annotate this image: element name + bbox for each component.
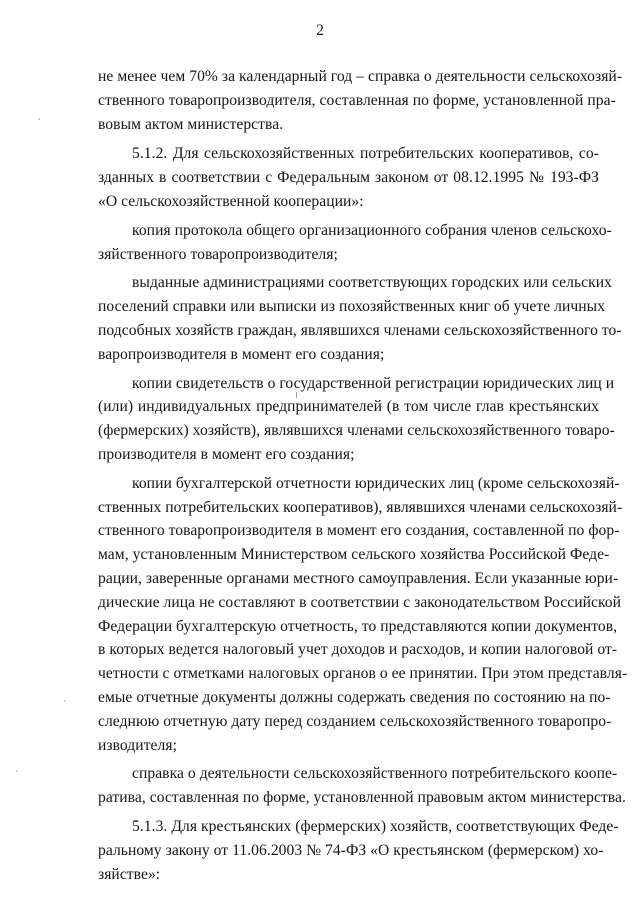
- paragraph-protocol-copy: [98, 219, 612, 267]
- text-line: производителя в момент его создания;: [98, 445, 355, 463]
- text-line: следнюю отчетную дату перед созданием сельскохозяйственного товаропро-: [98, 712, 612, 730]
- text-line: ратива, составленная по форме, установленной правовым актом министерства.: [98, 789, 626, 807]
- text-line: ственного товаропроизводителя, составленная по форме, установленной пра-: [98, 91, 616, 109]
- text-line: поселений справки или выписки из похозяйственных книг об учете личных: [98, 298, 606, 316]
- paragraph-household-certificates: [98, 271, 622, 366]
- document-body: [98, 65, 628, 886]
- paragraph-statement-70-percent: [98, 65, 623, 136]
- paragraph-registration-certificates: [98, 372, 615, 467]
- text-line: 5.1.3. Для крестьянских (фермерских) хозяйств, соответствующих Феде-: [132, 817, 619, 835]
- paragraph-5-1-3-heading: [98, 815, 619, 886]
- paragraph-5-1-2-heading: [98, 142, 599, 213]
- text-line: варопроизводителя в момент его создания;: [98, 345, 385, 363]
- text-line: не менее чем 70% за календарный год – справка о деятельности сельскохозяй-: [98, 68, 623, 85]
- text-line: 5.1.2. Для сельскохозяйственных потребительских кооперативов, со-: [132, 145, 599, 163]
- text-line: зяйстве»:: [98, 865, 161, 883]
- text-line: дические лица не составляют в соответствии с законодательством Российской: [98, 593, 622, 611]
- text-line: копия протокола общего организационного собрания членов сельскохо-: [132, 221, 612, 239]
- text-line: копии бухгалтерской отчетности юридических лиц (кроме сельскохозяй-: [132, 474, 620, 492]
- text-line: зяйственного товаропроизводителя;: [98, 245, 338, 263]
- page-number: 2: [316, 22, 324, 39]
- text-line: выданные администрациями соответствующих городских или сельских: [132, 274, 612, 292]
- scan-speck: [64, 700, 66, 702]
- text-line: рации, заверенные органами местного самоуправления. Если указанные юри-: [98, 569, 619, 587]
- text-line: подсобных хозяйств граждан, являвшихся членами сельскохозяйственного то-: [98, 321, 622, 339]
- text-line: ральному закону от 11.06.2003 № 74-ФЗ «О крестьянском (фермерском) хо-: [98, 841, 604, 859]
- paragraph-cooperative-statement: [98, 762, 626, 810]
- text-line: ственного товаропроизводителя в момент его создания, составленной по фор-: [98, 522, 620, 540]
- text-line: ственных потребительских кооперативов), являвшихся членами сельскохозяй-: [98, 498, 623, 516]
- scan-speck: [38, 118, 40, 120]
- text-line: справка о деятельности сельскохозяйственного потребительского коопе-: [132, 765, 618, 783]
- text-line: в которых ведется налоговый учет доходов и расходов, и копии налоговой от-: [98, 641, 618, 659]
- scan-speck: [16, 770, 18, 772]
- text-line: четности с отметками налоговых органов о ее принятии. При этом представля-: [98, 665, 628, 683]
- text-line: изводителя;: [98, 736, 177, 754]
- text-line: копии свидетельств о государственной регистрации юридических лиц и: [132, 374, 615, 392]
- text-line: (или) индивидуальных предпринимателей (в том числе глав крестьянских: [98, 398, 599, 416]
- scan-speck: [296, 392, 297, 398]
- text-line: Федерации бухгалтерскую отчетность, то представляются копии документов,: [98, 617, 618, 635]
- paragraph-accounting-reports: [98, 472, 628, 758]
- text-line: вовым актом министерства.: [98, 115, 284, 133]
- text-line: «О сельскохозяйственной кооперации»:: [98, 192, 364, 210]
- text-line: зданных в соответствии с Федеральным законом от 08.12.1995 № 193-ФЗ: [98, 169, 599, 187]
- text-line: емые отчетные документы должны содержать сведения по состоянию на по-: [98, 688, 611, 706]
- text-line: (фермерских) хозяйств), являвшихся членами сельскохозяйственного товаро-: [98, 422, 615, 440]
- text-line: мам, установленным Министерством сельского хозяйства Российской Феде-: [98, 546, 610, 564]
